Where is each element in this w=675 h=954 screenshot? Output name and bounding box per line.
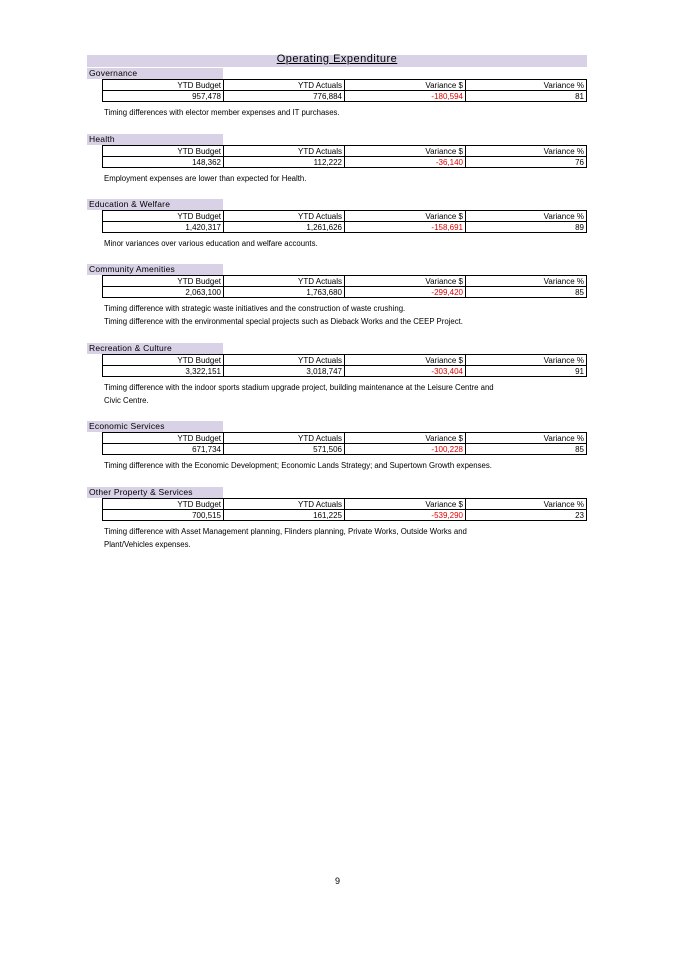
section-heading: Health [87, 134, 223, 145]
variance-percent-value: 89 [466, 222, 587, 233]
col-ytd-budget: YTD Budget [103, 433, 224, 444]
ytd-budget-value: 148,362 [103, 157, 224, 168]
section-other-property-services [87, 487, 587, 551]
section-heading: Education & Welfare [87, 199, 223, 210]
ytd-actuals-value: 1,763,680 [224, 287, 345, 298]
col-variance-percent: Variance % [466, 211, 587, 222]
section-governance [87, 68, 587, 119]
header-row [103, 433, 587, 444]
ytd-budget-value: 3,322,151 [103, 366, 224, 377]
value-row [103, 510, 587, 521]
note-line: Employment expenses are lower than expected for Health. [104, 174, 307, 183]
col-ytd-budget: YTD Budget [103, 80, 224, 91]
header-row [103, 355, 587, 366]
page-number: 9 [334, 876, 340, 886]
variance-percent-value: 85 [466, 444, 587, 455]
variance-amount-value: -36,140 [345, 157, 466, 168]
page-title-bar [87, 55, 587, 67]
section-heading: Community Amenities [87, 264, 223, 275]
figures-table [102, 79, 587, 102]
note-line: Timing difference with the indoor sports stadium upgrade project, building maintenance at the Leisure Centre and [104, 383, 494, 392]
col-variance-amount: Variance $ [345, 276, 466, 287]
col-ytd-actuals: YTD Actuals [224, 499, 345, 510]
variance-amount-value: -158,691 [345, 222, 466, 233]
col-variance-percent: Variance % [466, 80, 587, 91]
variance-amount-value: -299,420 [345, 287, 466, 298]
ytd-budget-value: 957,478 [103, 91, 224, 102]
variance-percent-value: 81 [466, 91, 587, 102]
value-row [103, 287, 587, 298]
col-variance-amount: Variance $ [345, 499, 466, 510]
section-notes [104, 459, 587, 472]
section-heading: Recreation & Culture [87, 343, 223, 354]
note-line: Civic Centre. [104, 396, 149, 405]
col-variance-amount: Variance $ [345, 355, 466, 366]
section-notes [104, 237, 587, 250]
figures-table [102, 210, 587, 233]
col-ytd-actuals: YTD Actuals [224, 355, 345, 366]
ytd-actuals-value: 3,018,747 [224, 366, 345, 377]
col-ytd-actuals: YTD Actuals [224, 211, 345, 222]
ytd-budget-value: 1,420,317 [103, 222, 224, 233]
note-line: Timing difference with the environmental special projects such as Dieback Works and the CEEP Project. [104, 317, 463, 326]
col-variance-amount: Variance $ [345, 146, 466, 157]
section-health [87, 134, 587, 185]
ytd-budget-value: 2,063,100 [103, 287, 224, 298]
section-notes [104, 172, 587, 185]
col-variance-percent: Variance % [466, 433, 587, 444]
figures-table [102, 354, 587, 377]
col-ytd-budget: YTD Budget [103, 355, 224, 366]
value-row [103, 444, 587, 455]
col-ytd-budget: YTD Budget [103, 276, 224, 287]
page-title: Operating Expenditure [276, 53, 398, 65]
variance-percent-value: 91 [466, 366, 587, 377]
variance-percent-value: 23 [466, 510, 587, 521]
value-row [103, 157, 587, 168]
figures-table [102, 145, 587, 168]
section-recreation-culture [87, 343, 587, 407]
note-line: Minor variances over various education and welfare accounts. [104, 239, 318, 248]
header-row [103, 499, 587, 510]
note-line: Timing differences with elector member expenses and IT purchases. [104, 108, 340, 117]
variance-percent-value: 76 [466, 157, 587, 168]
ytd-actuals-value: 161,225 [224, 510, 345, 521]
section-notes [104, 302, 587, 328]
variance-amount-value: -100,228 [345, 444, 466, 455]
ytd-actuals-value: 112,222 [224, 157, 345, 168]
section-community-amenities [87, 264, 587, 328]
figures-table [102, 498, 587, 521]
note-line: Timing difference with Asset Management planning, Flinders planning, Private Works, Outside Works and [104, 527, 467, 536]
value-row [103, 91, 587, 102]
col-ytd-budget: YTD Budget [103, 499, 224, 510]
section-economic-services [87, 421, 587, 472]
ytd-actuals-value: 1,261,626 [224, 222, 345, 233]
section-education-welfare [87, 199, 587, 250]
value-row [103, 366, 587, 377]
ytd-budget-value: 700,515 [103, 510, 224, 521]
col-variance-percent: Variance % [466, 355, 587, 366]
header-row [103, 276, 587, 287]
section-notes [104, 381, 587, 407]
col-variance-amount: Variance $ [345, 433, 466, 444]
value-row [103, 222, 587, 233]
figures-table [102, 432, 587, 455]
variance-amount-value: -180,594 [345, 91, 466, 102]
section-heading: Economic Services [87, 421, 223, 432]
col-ytd-actuals: YTD Actuals [224, 80, 345, 91]
note-line: Timing difference with strategic waste initiatives and the construction of waste crushing. [104, 304, 406, 313]
ytd-actuals-value: 571,506 [224, 444, 345, 455]
variance-amount-value: -539,290 [345, 510, 466, 521]
col-variance-amount: Variance $ [345, 80, 466, 91]
col-variance-percent: Variance % [466, 499, 587, 510]
col-variance-percent: Variance % [466, 276, 587, 287]
section-notes [104, 525, 587, 551]
figures-table [102, 275, 587, 298]
note-line: Timing difference with the Economic Development; Economic Lands Strategy; and Supertown Growth expenses. [104, 461, 492, 470]
col-ytd-actuals: YTD Actuals [224, 433, 345, 444]
col-ytd-actuals: YTD Actuals [224, 146, 345, 157]
col-ytd-budget: YTD Budget [103, 211, 224, 222]
col-variance-percent: Variance % [466, 146, 587, 157]
note-line: Plant/Vehicles expenses. [104, 540, 191, 549]
col-variance-amount: Variance $ [345, 211, 466, 222]
section-notes [104, 106, 587, 119]
variance-amount-value: -303,404 [345, 366, 466, 377]
section-heading: Governance [87, 68, 223, 79]
ytd-budget-value: 671,734 [103, 444, 224, 455]
header-row [103, 80, 587, 91]
header-row [103, 211, 587, 222]
col-ytd-actuals: YTD Actuals [224, 276, 345, 287]
variance-percent-value: 85 [466, 287, 587, 298]
section-heading: Other Property & Services [87, 487, 223, 498]
header-row [103, 146, 587, 157]
col-ytd-budget: YTD Budget [103, 146, 224, 157]
ytd-actuals-value: 776,884 [224, 91, 345, 102]
